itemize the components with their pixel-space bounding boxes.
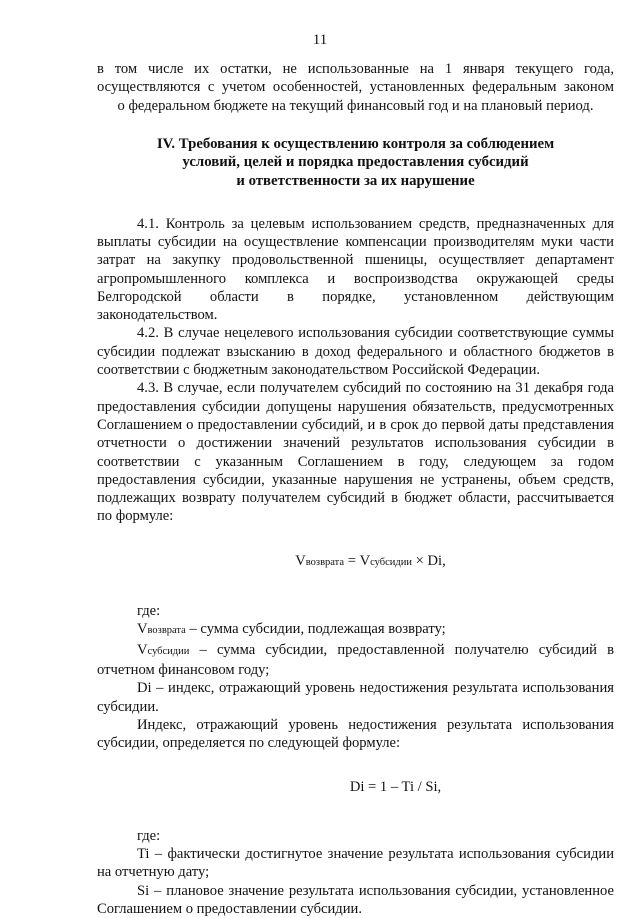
where-label-2: где: [137,827,161,844]
intro-line: о федеральном бюджете на текущий финансовый год и на плановый период. [117,97,594,114]
heading-line: и ответственности за их нарушение [236,173,475,190]
section-heading [97,135,614,191]
formula-index: Di = 1 – Ti / Si, [349,779,442,796]
definition-v-return: Vвозврата – сумма субсидии, подлежащая возврату; [137,621,446,638]
formula-return-volume: Vвозврата = Vсубсидии × Di, [295,552,446,569]
paragraph-4-3: 4.3. В случае, если получателем субсидий по состоянию на 31 декабря года предоставления субсидии допущены нарушения обязательств, предусмотренных Соглашением о предоставлении субсидий, и в срок до первой даты представления отчетности о достижении значений результатов использования субсидии в соответствии с указанным Соглашением в году, следующем за годом предоставления субсидии, указанные нарушения не устранены, объем средств, подлежащих возврату получателем субсидий в бюджет области, рассчитывается по формуле: [97,380,614,525]
page-number: 11 [312,32,328,48]
intro-line: осуществляются с учетом особенностей, установленных федеральным законом [97,79,614,96]
where-label: где: [137,603,161,620]
paragraph-4-2: 4.2. В случае нецелевого использования субсидии соответствующие суммы субсидии подлежат взысканию в доход федерального и областного бюджетов в соответствии с бюджетным законодательством Российской Федерации. [97,325,614,379]
heading-line: условий, целей и порядка предоставления субсидий [182,154,529,171]
document-body [97,60,614,918]
definition-si: Si – плановое значение результата использования субсидии, установленное Соглашением о предоставлении субсидии. [97,882,614,917]
index-paragraph: Индекс, отражающий уровень недостижения результата использования субсидии, определяется по следующей формуле: [97,716,614,752]
definition-v-subsidy: Vсубсидии – сумма субсидии, предоставленной получателю субсидий в отчетном финансовом году; [97,641,614,678]
intro-paragraph [97,60,614,115]
heading-line: IV. Требования к осуществлению контроля за соблюдением [156,135,555,152]
intro-line: в том числе их остатки, не использованные на 1 января текущего года, [97,61,614,77]
definition-ti: Ti – фактически достигнутое значение результата использования субсидии на отчетную дату; [97,845,614,881]
paragraph-4-1: 4.1. Контроль за целевым использованием средств, предназначенных для выплаты субсидии на осуществление компенсации производителям муки части затрат на закупку продовольственной пшеницы, осуществляет департамент агропромышленного комплекса и воспроизводства окружающей среды Белгородской области в порядке, установленном действующим законодательством. [97,215,614,324]
definition-di: Di – индекс, отражающий уровень недостижения результата использования субсидии. [97,680,614,715]
